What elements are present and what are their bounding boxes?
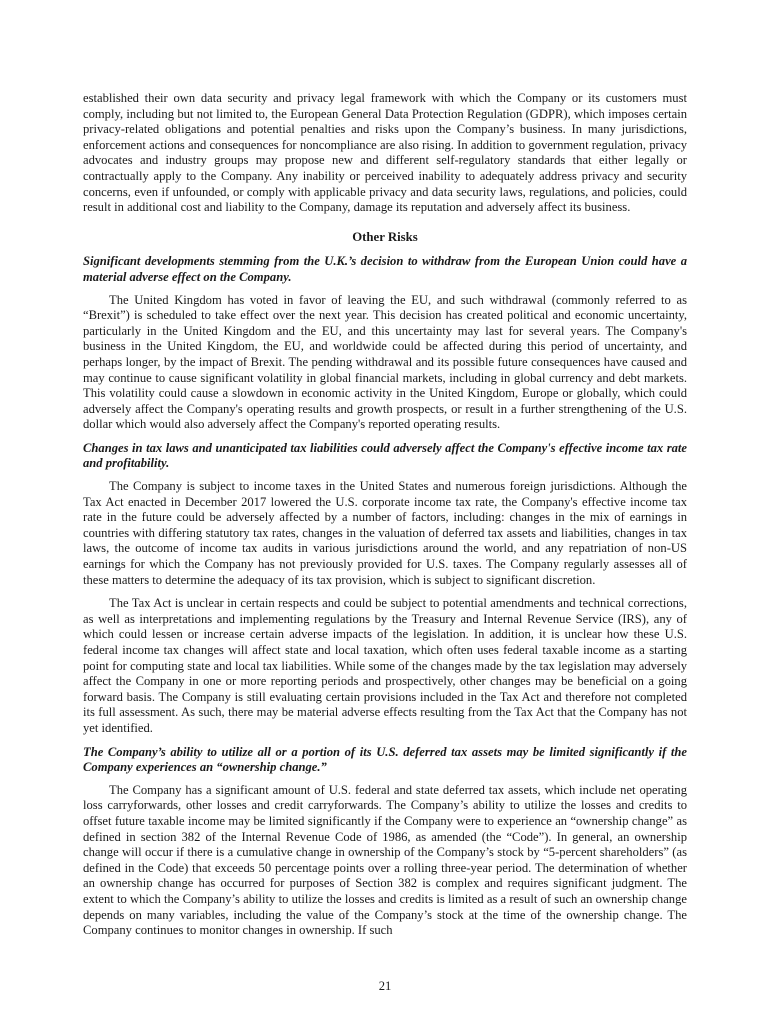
section-heading-other-risks: Other Risks: [352, 229, 418, 244]
brexit-paragraph: The United Kingdom has voted in favor of leaving the EU, and such withdrawal (commonly referred to as “Brexit”) is scheduled to take effect over the next year. This decision has created political and economic uncertainty, particularly in the United Kingdom and the EU, and this uncertainty may last for several years. The Company's business in the United Kingdom, the EU, and worldwide could be affected during this period of uncertainty, and perhaps longer, by the impact of Brexit. The pending withdrawal and its possible future consequences have caused and may continue to cause significant volatility in global financial markets, including in global currency and debt markets. This volatility could cause a slowdown in economic activity in the United Kingdom, Europe or globally, which could adversely affect the Company's operating results and growth prospects, or result in a further strengthening of the U.S. dollar which would also adversely affect the Company's reported operating results.: [83, 292, 687, 432]
deferred-tax-paragraph: The Company has a significant amount of U.S. federal and state deferred tax assets, which include net operating loss carryforwards, other losses and credit carryforwards. The Company’s ability to utilize the losses and credits to offset future taxable income may be limited significantly if the Company were to experience an “ownership change” as defined in section 382 of the Internal Revenue Code of 1986, as amended (the “Code”). In general, an ownership change will occur if there is a cumulative change in ownership of the Company’s stock by “5-percent shareholders” (as defined in the Code) that exceeds 50 percentage points over a rolling three-year period. The determination of whether an ownership change has occurred for purposes of Section 382 is complex and requires significant judgment. The extent to which the Company’s ability to utilize the losses and credits is limited as a result of such an ownership change depends on many variables, including the value of the Company’s stock at the time of the ownership change. The Company continues to monitor changes in ownership. If such: [83, 782, 687, 938]
privacy-paragraph-continued: established their own data security and privacy legal framework with which the Company or its customers must comply, including but not limited to, the European General Data Protection Regulation (GDPR), which imposes certain privacy-related obligations and potential penalties and risks upon the Company’s business. In many jurisdictions, enforcement actions and consequences for noncompliance are also rising. In addition to government regulation, privacy advocates and industry groups may propose new and different self-regulatory standards that either legally or contractually apply to the Company. Any inability or perceived inability to adequately address privacy and security concerns, even if unfounded, or comply with applicable privacy and data security laws, regulations, and policies, could result in additional cost and liability to the Company, damage its reputation and adversely affect its business.: [83, 91, 687, 215]
tax-act-paragraph: The Tax Act is unclear in certain respects and could be subject to potential amendments and technical corrections, as well as interpretations and implementing regulations by the Treasury and Internal Revenue Service (IRS), any of which could lessen or increase certain adverse impacts of the legislation. In addition, it is unclear how these U.S. federal income tax changes will affect state and local taxation, which often uses federal taxable income as a starting point for computing state and local tax liabilities. While some of the changes made by the tax legislation may adversely affect the Company in one or more reporting periods and prospectively, other changes may be beneficial on a going forward basis. The Company is still evaluating certain provisions included in the Tax Act and therefore not completed its full assessment. As such, there may be material adverse effects resulting from the Tax Act that the Company has not yet identified.: [83, 596, 687, 735]
risk-heading-deferred-tax: The Company’s ability to utilize all or a portion of its U.S. deferred tax assets may be limited significantly if the Company experiences an “ownership change.”: [83, 744, 687, 775]
page-number: 21: [378, 978, 392, 993]
risk-heading-brexit: Significant developments stemming from the U.K.’s decision to withdraw from the European Union could have a material adverse effect on the Company.: [83, 254, 687, 284]
tax-laws-paragraph: The Company is subject to income taxes in the United States and numerous foreign jurisdictions. Although the Tax Act enacted in December 2017 lowered the U.S. corporate income tax rate, the Company's effective income tax rate in the future could be adversely affected by a number of factors, including: changes in the mix of earnings in countries with differing statutory tax rates, changes in the valuation of deferred tax assets and liabilities, changes in tax laws, the outcome of income tax audits in various jurisdictions around the world, and any repatriation of non-US earnings for which the Company has not previously provided for U.S. taxes. The Company regularly assesses all of these matters to determine the adequacy of its tax provision, which is subject to significant discretion.: [83, 479, 687, 587]
risk-heading-tax-laws: Changes in tax laws and unanticipated tax liabilities could adversely affect the Company's effective income tax rate and profitability.: [83, 440, 687, 471]
